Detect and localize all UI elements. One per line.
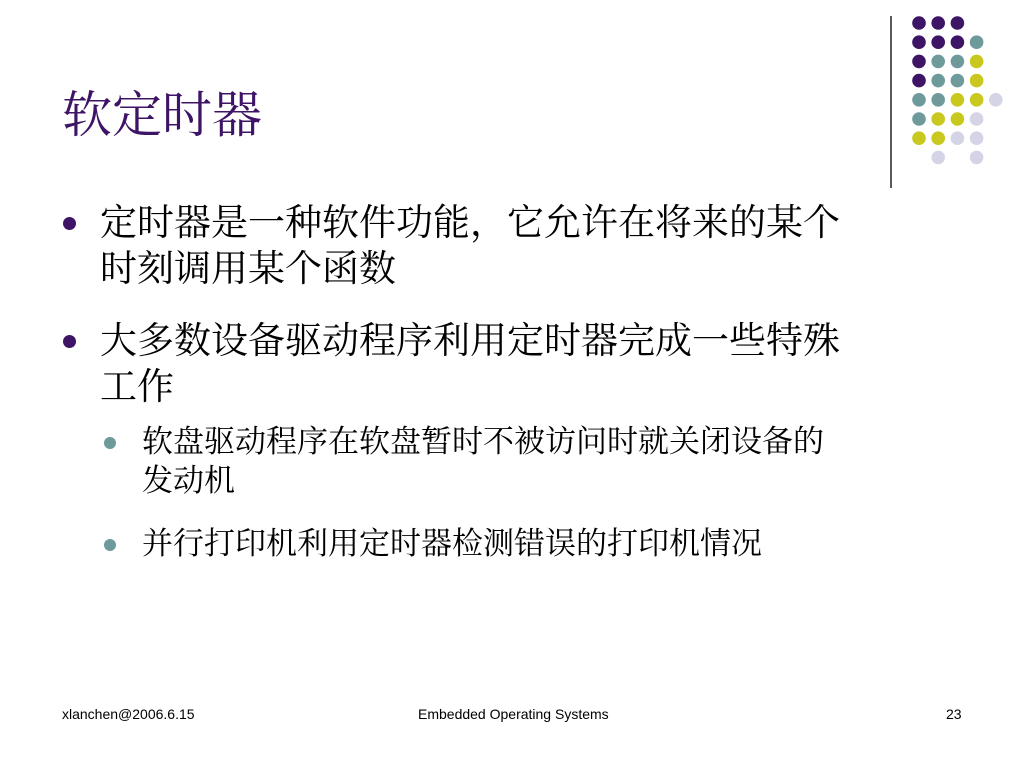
sub-bullet-text-line: 并行打印机利用定时器检测错误的打印机情况: [142, 526, 762, 562]
decorative-dot: [970, 151, 984, 165]
decorative-dot: [931, 93, 945, 107]
bullet-text-line: 大多数设备驱动程序利用定时器完成一些特殊: [100, 319, 840, 362]
bullet-item-2: [100, 318, 980, 410]
decorative-dot: [970, 74, 984, 88]
sub-bullet-icon: [104, 437, 116, 449]
decorative-dot: [912, 74, 926, 88]
decorative-dot: [951, 93, 965, 107]
decorative-vertical-line: [890, 16, 892, 188]
decorative-dot: [931, 35, 945, 49]
decorative-dot: [912, 112, 926, 126]
decorative-dot: [931, 112, 945, 126]
sub-bullet-text-line: 发动机: [142, 463, 235, 499]
decorative-dot: [912, 131, 926, 145]
decorative-dot: [970, 93, 984, 107]
decorative-dot: [931, 55, 945, 69]
decorative-dot: [931, 16, 945, 30]
decorative-dot: [951, 16, 965, 30]
bullet-text-line: 定时器是一种软件功能，它允许在将来的某个: [100, 201, 840, 244]
decorative-dot: [951, 74, 965, 88]
decorative-dot: [931, 74, 945, 88]
decorative-dot: [951, 35, 965, 49]
decorative-dot: [951, 131, 965, 145]
sub-bullet-text-line: 软盘驱动程序在软盘暂时不被访问时就关闭设备的: [142, 424, 824, 460]
decorative-dot: [931, 131, 945, 145]
bullet-text-line: 工作: [100, 365, 174, 408]
decorative-dot: [970, 112, 984, 126]
decorative-dot: [931, 151, 945, 165]
decorative-dot: [951, 55, 965, 69]
decorative-dot: [951, 112, 965, 126]
decorative-dot: [970, 131, 984, 145]
bullet-text-line: 时刻调用某个函数: [100, 247, 396, 290]
sub-bullet-icon: [104, 539, 116, 551]
slide-title: 软定时器: [62, 86, 262, 144]
footer-page-number: 23: [946, 706, 962, 722]
sub-bullet-item-1: [142, 423, 962, 501]
decorative-dot: [970, 55, 984, 69]
bullet-item-1: [100, 200, 980, 292]
footer-course-title: Embedded Operating Systems: [418, 706, 609, 722]
decorative-dot: [912, 55, 926, 69]
decorative-dot: [989, 93, 1003, 107]
sub-bullet-item-2: [142, 525, 962, 564]
decorative-dot: [970, 35, 984, 49]
footer-author-date: xlanchen@2006.6.15: [62, 706, 195, 722]
decorative-dot: [912, 93, 926, 107]
decorative-dot: [912, 35, 926, 49]
bullet-icon: [63, 335, 76, 348]
bullet-icon: [63, 217, 76, 230]
decorative-dot: [912, 16, 926, 30]
